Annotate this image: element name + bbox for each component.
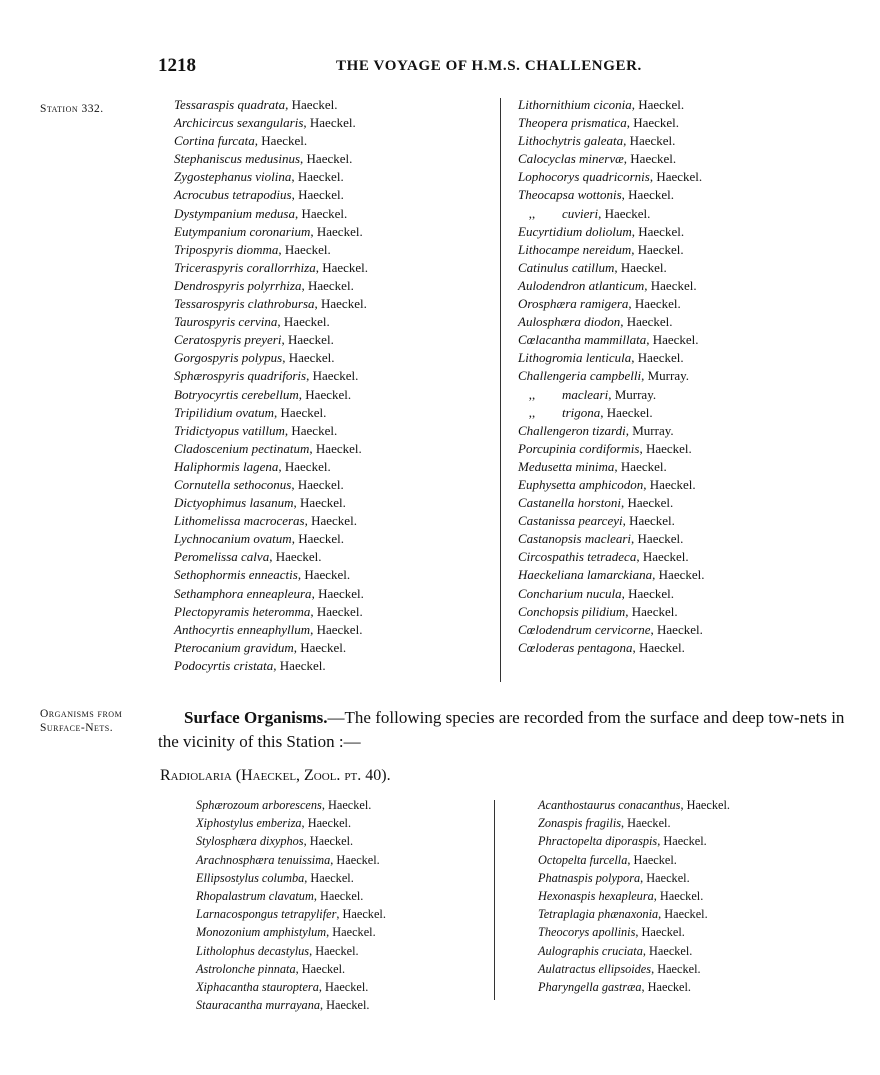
radiolaria-list-left <box>196 796 386 1014</box>
species-author: , Haeckel. <box>291 476 344 492</box>
species-entry <box>518 259 705 277</box>
species-author: , Haeckel. <box>600 404 653 420</box>
species-entry <box>518 548 705 566</box>
species-name: Lophocorys quadricornis <box>518 169 650 185</box>
species-entry <box>174 259 368 277</box>
species-entry <box>518 295 705 313</box>
species-author: , Haeckel. <box>614 259 667 275</box>
species-author: , Haeckel. <box>281 332 334 348</box>
species-name: Zonaspis fragilis <box>538 816 622 831</box>
species-author: , Haeckel. <box>650 621 703 637</box>
species-entry <box>518 349 705 367</box>
species-name: Aulatractus ellipsoides <box>538 961 652 976</box>
species-entry <box>196 887 386 905</box>
species-name: Cortina furcata <box>174 133 255 149</box>
species-entry <box>518 150 705 168</box>
ditto-mark: ,, <box>528 205 536 221</box>
species-author: , Haeckel. <box>642 943 693 958</box>
species-author: , Murray. <box>625 422 674 438</box>
species-entry <box>174 512 368 530</box>
species-entry <box>518 530 705 548</box>
species-entry <box>174 458 368 476</box>
species-author: , Haeckel. <box>639 440 692 456</box>
species-entry <box>518 186 705 204</box>
species-author: , Haeckel. <box>310 621 363 637</box>
station-label: Station 332. <box>40 103 104 115</box>
species-author: , Haeckel. <box>303 115 356 131</box>
species-entry <box>518 639 705 657</box>
species-name: Hexonaspis hexapleura <box>538 889 654 904</box>
species-entry <box>174 168 368 186</box>
species-name: Tripospyris diomma <box>174 241 279 257</box>
species-name: Litholophus decastylus <box>196 943 310 958</box>
species-name: Lithogromia lenticula <box>518 350 632 366</box>
species-name: Castanopsis macleari <box>518 531 632 547</box>
species-name: Cœlodendrum cervicorne <box>518 621 651 637</box>
species-author: , Haeckel. <box>620 314 673 330</box>
species-name: Orosphæra ramigera <box>518 296 629 312</box>
species-entry <box>518 585 705 603</box>
species-author: , Haeckel. <box>301 277 354 293</box>
species-name: Cornutella sethoconus <box>174 476 292 492</box>
species-author: , Haeckel. <box>657 834 707 849</box>
species-entry <box>196 978 386 996</box>
species-entry <box>538 978 730 996</box>
species-author: , Haeckel. <box>628 296 681 312</box>
species-author: , Haeckel. <box>336 907 386 922</box>
species-entry <box>518 114 705 132</box>
species-entry <box>518 404 705 422</box>
species-author: , Haeckel. <box>635 925 685 940</box>
species-entry <box>538 814 730 832</box>
species-entry <box>174 404 368 422</box>
species-author: , Haeckel. <box>658 907 708 922</box>
species-entry <box>174 603 368 621</box>
species-author: , Haeckel. <box>278 241 331 257</box>
species-name: Tessaraspis quadrata <box>174 97 286 112</box>
species-entry <box>174 530 368 548</box>
species-entry <box>518 494 705 512</box>
species-name: Dystympanium medusa <box>174 205 295 221</box>
species-entry <box>538 796 730 814</box>
species-name: cuvieri <box>562 205 599 221</box>
species-name: Tridictyopus vatillum <box>174 422 285 438</box>
species-name: Aulodendron atlanticum <box>518 277 645 293</box>
species-author: , Haeckel. <box>291 187 344 203</box>
species-author: , Haeckel. <box>301 816 352 831</box>
species-entry <box>174 132 368 150</box>
species-entry <box>538 851 730 869</box>
species-name: Circospathis tetradeca <box>518 549 637 565</box>
species-name: Conchopsis pilidium <box>518 603 626 619</box>
species-author: , Haeckel. <box>652 567 705 583</box>
surface-organisms-heading: Surface Organisms. <box>184 708 328 727</box>
species-author: , Haeckel. <box>306 368 359 384</box>
species-name: Acrocubus tetrapodius <box>174 187 292 203</box>
species-entry <box>518 386 705 404</box>
species-author: , Haeckel. <box>300 151 353 167</box>
species-entry <box>196 851 386 869</box>
species-author: , Haeckel. <box>625 603 678 619</box>
species-name: trigona <box>562 404 601 420</box>
species-entry <box>174 386 368 404</box>
species-name: Acanthostaurus conacanthus <box>538 798 681 812</box>
species-name: Rhopalastrum clavatum <box>196 889 314 904</box>
species-name: Pterocanium gravidum <box>174 639 294 655</box>
species-name: Larnacospongus tetrapylifer <box>196 907 337 922</box>
species-author: , Haeckel. <box>623 151 677 167</box>
species-author: , Haeckel. <box>318 980 369 995</box>
species-author: , Haeckel. <box>626 115 680 131</box>
species-entry <box>538 923 730 941</box>
station-species-list-right <box>518 96 705 657</box>
species-entry <box>538 905 730 923</box>
column-divider <box>500 98 501 682</box>
species-author: , Haeckel. <box>631 97 685 112</box>
species-name: Catinulus catillum <box>518 259 615 275</box>
species-author: , Haeckel. <box>310 603 363 619</box>
species-author: , Haeckel. <box>651 961 701 976</box>
organisms-margin-label-line1: Organisms from <box>40 708 123 720</box>
species-entry <box>538 869 730 887</box>
species-author: , Haeckel. <box>284 422 338 438</box>
species-author: , Haeckel. <box>297 567 351 583</box>
species-entry <box>174 277 368 295</box>
species-entry <box>174 566 368 584</box>
species-author: , Haeckel. <box>298 386 352 402</box>
species-author: , Murray. <box>641 368 690 384</box>
species-name: Lychnocanium ovatum <box>174 531 292 547</box>
species-entry <box>196 960 386 978</box>
species-author: , Haeckel. <box>326 925 376 940</box>
species-name: Xiphacantha stauroptera <box>196 980 319 995</box>
species-name: Ceratospyris preyeri <box>174 332 282 348</box>
species-name: Tetraplagia phænaxonia <box>538 907 659 922</box>
species-name: Stylosphæra dixyphos <box>196 834 304 849</box>
species-author: , Haeckel. <box>646 332 699 348</box>
species-name: Podocyrtis cristata <box>174 657 274 673</box>
species-entry <box>174 639 368 657</box>
species-entry <box>518 241 705 259</box>
species-entry <box>174 186 368 204</box>
species-name: Pharyngella gastræa <box>538 980 642 995</box>
species-name: Taurospyris cervina <box>174 314 278 330</box>
species-name: Tessarospyris clathrobursa <box>174 296 315 312</box>
organisms-margin-label-line2: Surface-Nets. <box>40 722 114 734</box>
species-author: , Haeckel. <box>295 961 346 976</box>
species-name: Calocyclas minervæ <box>518 151 624 167</box>
species-author: , Haeckel. <box>614 458 667 474</box>
species-entry <box>174 295 368 313</box>
page-number: 1218 <box>158 55 196 76</box>
species-name: Cladoscenium pectinatum <box>174 440 310 456</box>
species-name: Cœloderas pentagona <box>518 639 633 655</box>
species-name: Monozonium amphistylum <box>196 925 327 940</box>
species-entry <box>174 223 368 241</box>
species-entry <box>518 168 705 186</box>
ditto-mark: ,, <box>528 404 536 420</box>
species-name: Porcupinia cordiformis <box>518 440 640 456</box>
species-author: , Haeckel. <box>330 852 380 867</box>
species-entry <box>518 205 705 223</box>
species-entry <box>518 440 705 458</box>
species-name: Concharium nucula <box>518 585 622 601</box>
species-author: , Haeckel. <box>309 943 359 958</box>
species-author: , Haeckel. <box>304 870 354 885</box>
species-name: Sethamphora enneapleura <box>174 585 312 601</box>
species-name: Anthocyrtis enneaphyllum <box>174 621 311 637</box>
species-name: Phractopelta diporaspis <box>538 834 658 849</box>
species-entry <box>518 512 705 530</box>
surface-organisms-paragraph <box>158 706 848 754</box>
species-name: macleari <box>562 386 609 402</box>
species-author: , Haeckel. <box>315 259 369 275</box>
species-name: Eucyrtidium doliolum <box>518 223 632 239</box>
species-name: Dictyophimus lasanum <box>174 495 294 511</box>
species-entry <box>518 367 705 385</box>
species-name: Botryocyrtis cerebellum <box>174 386 299 402</box>
species-entry <box>518 132 705 150</box>
species-name: Ellipsostylus columba <box>196 870 305 885</box>
species-entry <box>196 942 386 960</box>
species-author: , Haeckel. <box>303 834 354 849</box>
species-author: , Haeckel. <box>291 531 345 547</box>
species-entry <box>196 796 386 814</box>
species-name: Lithochytris galeata <box>518 133 624 149</box>
species-author: , Haeckel. <box>621 816 671 831</box>
species-entry <box>518 603 705 621</box>
species-name: Xiphostylus emberiza <box>196 816 302 831</box>
species-entry <box>174 331 368 349</box>
species-author: , Haeckel. <box>632 639 685 655</box>
species-name: Plectopyramis heteromma <box>174 603 311 619</box>
species-entry <box>174 657 368 675</box>
species-entry <box>518 277 705 295</box>
species-name: Aulosphæra diodon <box>518 314 621 330</box>
species-name: Tripilidium ovatum <box>174 404 275 420</box>
species-entry <box>196 923 386 941</box>
species-name: Stephaniscus medusinus <box>174 151 301 167</box>
species-name: Medusetta minima <box>518 458 615 474</box>
species-author: , Haeckel. <box>285 97 338 112</box>
species-name: Gorgospyris polypus <box>174 350 283 366</box>
species-name: Castanella horstoni <box>518 495 621 511</box>
species-author: , Haeckel. <box>269 549 322 565</box>
species-entry <box>174 367 368 385</box>
species-entry <box>518 422 705 440</box>
species-entry <box>174 150 368 168</box>
species-entry <box>196 832 386 850</box>
species-entry <box>518 476 705 494</box>
species-name: Stauracantha murrayana <box>196 998 320 1013</box>
species-author: , Haeckel. <box>622 513 675 529</box>
species-author: , Haeckel. <box>293 639 347 655</box>
species-author: , Haeckel. <box>277 314 330 330</box>
species-name: Cœlacantha mammillata <box>518 332 647 348</box>
species-author: , Haeckel. <box>680 798 730 812</box>
species-name: Euphysetta amphicodon <box>518 476 644 492</box>
species-entry <box>174 96 368 114</box>
species-author: , Haeckel. <box>282 350 335 366</box>
species-entry <box>196 996 386 1014</box>
species-entry <box>174 241 368 259</box>
species-author: , Haeckel. <box>641 980 691 995</box>
species-name: Haliphormis lagena <box>174 458 279 474</box>
species-name: Phatnaspis polypora <box>538 870 641 885</box>
species-author: , Haeckel. <box>291 169 344 185</box>
species-name: Eutympanium coronarium <box>174 223 311 239</box>
species-name: Peromelissa calva <box>174 549 270 565</box>
species-entry <box>174 621 368 639</box>
species-author: , Haeckel. <box>313 889 364 904</box>
species-entry <box>174 313 368 331</box>
species-author: , Haeckel. <box>636 549 689 565</box>
species-author: , Haeckel. <box>644 277 697 293</box>
species-author: , Haeckel. <box>254 133 308 149</box>
species-name: Dendrospyris polyrrhiza <box>174 277 302 293</box>
species-author: , Haeckel. <box>631 223 685 239</box>
species-name: Lithocampe nereidum <box>518 241 632 257</box>
ditto-mark: ,, <box>528 386 536 402</box>
species-name: Theocorys apollinis <box>538 925 636 940</box>
species-name: Octopelta furcella <box>538 852 628 867</box>
species-entry <box>174 349 368 367</box>
species-entry <box>174 548 368 566</box>
species-author: , Haeckel. <box>621 585 674 601</box>
species-author: , Haeckel. <box>620 495 674 511</box>
species-author: , Haeckel. <box>311 585 364 601</box>
species-author: , Murray. <box>608 386 657 402</box>
species-author: , Haeckel. <box>631 350 684 366</box>
species-name: Triceraspyris corallorrhiza <box>174 259 316 275</box>
species-author: , Haeckel. <box>627 852 677 867</box>
species-author: , Haeckel. <box>274 404 327 420</box>
species-author: , Haeckel. <box>314 296 367 312</box>
species-entry <box>518 331 705 349</box>
surface-organisms-intro: —The following species are recorded from the surface and deep tow-nets in the vicinity of this Station :— <box>158 708 845 751</box>
species-author: , Haeckel. <box>631 241 684 257</box>
species-author: , Haeckel. <box>304 513 357 529</box>
species-entry <box>174 205 368 223</box>
species-entry <box>196 905 386 923</box>
species-author: , Haeckel. <box>320 998 370 1013</box>
radiolaria-heading: Radiolaria (Haeckel, Zool. pt. 40). <box>160 767 391 784</box>
species-name: Lithornithium ciconia <box>518 97 632 112</box>
species-name: Challengeria campbelli <box>518 368 642 384</box>
species-author: , Haeckel. <box>278 458 331 474</box>
species-author: , Haeckel. <box>621 187 674 203</box>
species-author: , Haeckel. <box>273 657 326 673</box>
species-name: Zygostephanus violina <box>174 169 292 185</box>
species-name: Theocapsa wottonis <box>518 187 622 203</box>
species-name: Sphærozoum arborescens <box>196 798 322 812</box>
species-name: Arachnosphæra tenuissima <box>196 852 331 867</box>
species-entry <box>518 566 705 584</box>
species-entry <box>518 621 705 639</box>
species-entry <box>538 960 730 978</box>
species-name: Sphærospyris quadriforis <box>174 368 307 384</box>
species-author: , Haeckel. <box>293 495 346 511</box>
species-name: Haeckeliana lamarckiana <box>518 567 653 583</box>
species-entry <box>174 440 368 458</box>
species-name: Sethophormis enneactis <box>174 567 298 583</box>
species-entry <box>518 458 705 476</box>
species-entry <box>538 887 730 905</box>
species-author: , Haeckel. <box>598 205 651 221</box>
species-author: , Haeckel. <box>310 223 363 239</box>
station-species-list-left <box>174 96 368 675</box>
species-entry <box>538 832 730 850</box>
species-author: , Haeckel. <box>649 169 703 185</box>
species-author: , Haeckel. <box>631 531 684 547</box>
species-entry <box>174 585 368 603</box>
species-entry <box>518 223 705 241</box>
running-title: THE VOYAGE OF H.M.S. CHALLENGER. <box>336 58 642 74</box>
species-entry <box>174 476 368 494</box>
species-entry <box>518 96 705 114</box>
species-author: , Haeckel. <box>640 870 690 885</box>
species-entry <box>518 313 705 331</box>
species-name: Aulographis cruciata <box>538 943 643 958</box>
species-author: , Haeckel. <box>321 798 372 812</box>
species-name: Astrolonche pinnata <box>196 961 296 976</box>
species-name: Theopera prismatica <box>518 115 627 131</box>
species-author: , Haeckel. <box>653 889 704 904</box>
species-name: Castanissa pearceyi <box>518 513 623 529</box>
column-divider <box>494 800 495 1000</box>
species-name: Lithomelissa macroceras <box>174 513 305 529</box>
species-author: , Haeckel. <box>623 133 676 149</box>
species-author: , Haeckel. <box>643 476 696 492</box>
radiolaria-list-right <box>538 796 730 996</box>
species-entry <box>196 869 386 887</box>
species-entry <box>174 494 368 512</box>
species-author: , Haeckel. <box>309 440 362 456</box>
species-entry <box>196 814 386 832</box>
organisms-margin-label <box>40 707 122 735</box>
species-entry <box>174 422 368 440</box>
species-name: Challengeron tizardi <box>518 422 626 438</box>
species-author: , Haeckel. <box>294 205 348 221</box>
species-name: Archicircus sexangularis <box>174 115 304 131</box>
species-entry <box>538 942 730 960</box>
species-entry <box>174 114 368 132</box>
